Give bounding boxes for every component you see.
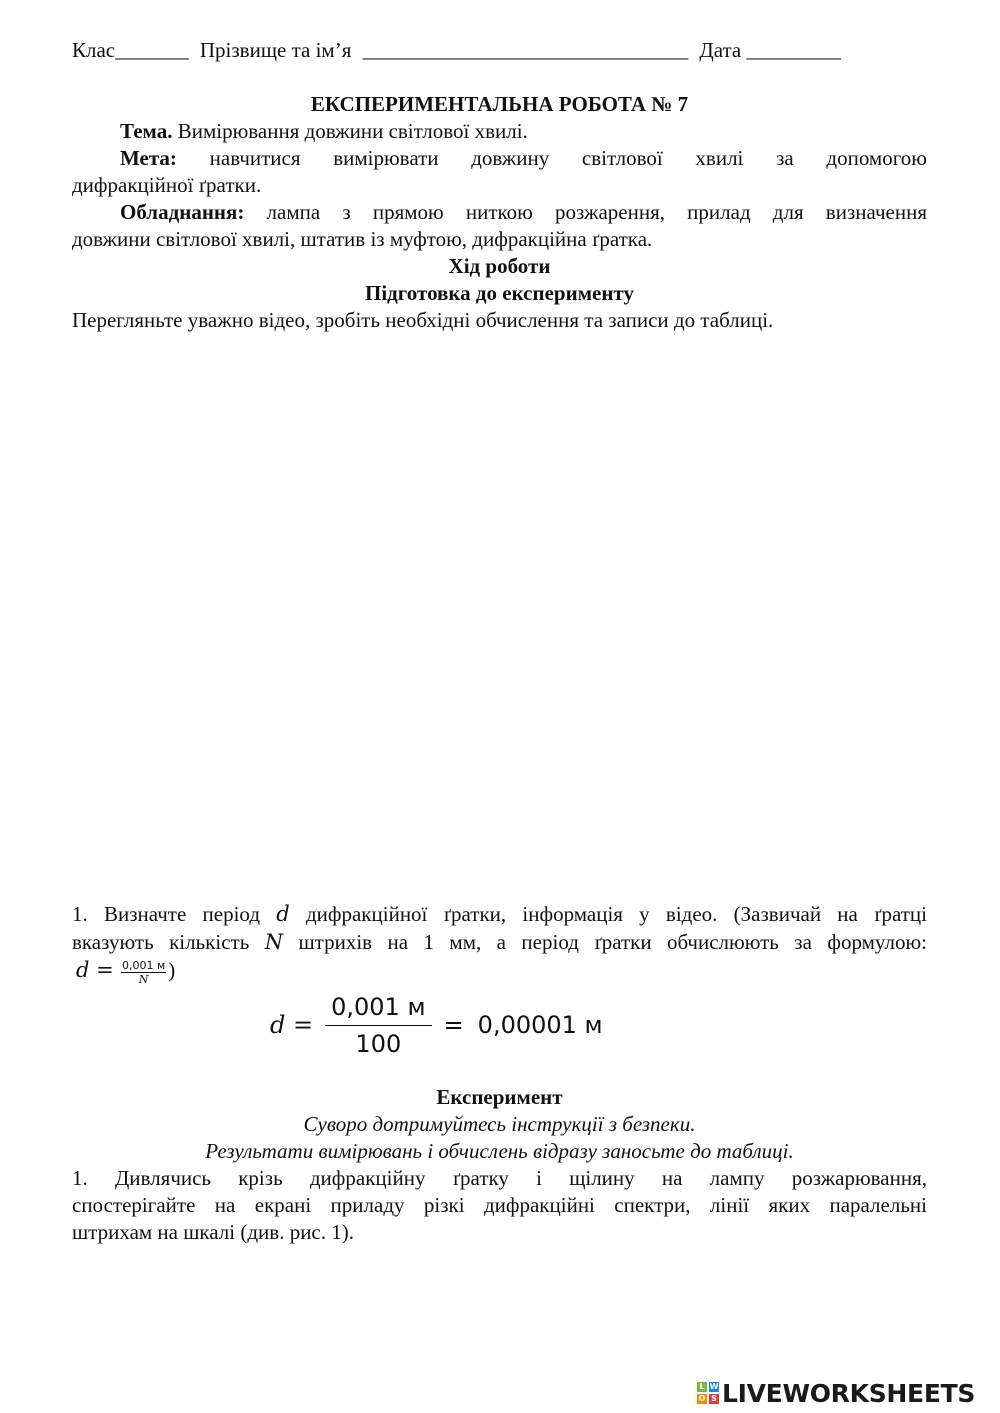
step1-line-2 (72, 929, 927, 956)
var-d: d (276, 902, 290, 926)
topic-text: Вимірювання довжини світлової хвилі. (172, 119, 528, 143)
topic-line (72, 118, 927, 145)
name-label: Прізвище та ім’я (199, 38, 352, 62)
exp-step1-line-2: спостерігайте на екрані приладу різкі дифракційні спектри, лінії яких паралельні (72, 1193, 927, 1217)
exp-step1-line-3: штрихам на шкалі (див. рис. 1). (72, 1220, 354, 1244)
logo-mark-o: O (698, 1394, 706, 1403)
logo-text: LIVEWORKSHEETS (722, 1378, 976, 1408)
step1-text-d: штрихів на 1 мм, а період ґратки обчислюють за формулою: (283, 930, 927, 954)
equipment-text-1: лампа з прямою ниткою розжарення, прилад для визначення (244, 200, 927, 224)
equipment-label: Обладнання: (120, 200, 245, 224)
goal-text-1: навчитися вимірювати довжину світлової хвилі за допомогою (176, 146, 927, 170)
calc-equals: = (443, 1011, 464, 1039)
equipment-line-2: довжини світлової хвилі, штатив із муфтою, дифракційна ґратка. (72, 227, 653, 251)
formula-close-paren: ) (168, 958, 176, 982)
formula-denominator: N (138, 972, 149, 986)
calc-result: 0,00001 м (477, 1011, 603, 1039)
date-field[interactable]: Дата _________ (699, 38, 841, 62)
logo-mark-s: S (709, 1394, 719, 1404)
period-calculation (270, 993, 603, 1063)
results-note: Результати вимірювань і обчислень відразу заносьте до таблиці. (205, 1139, 794, 1163)
calc-lhs: d = (270, 1011, 314, 1039)
equipment-line-1 (72, 199, 927, 226)
formula-fraction (121, 959, 166, 986)
step1-text-a: 1. Визначте період (72, 902, 277, 926)
logo-mark-l: L (697, 1382, 707, 1392)
logo-mark-w: W (709, 1382, 719, 1391)
exp-step1-line-1: 1. Дивлячись крізь дифракційну ґратку і щілину на лампу розжарювання, (72, 1166, 927, 1190)
preparation-text: Перегляньте уважно відео, зробіть необхідні обчислення та записи до таблиці. (72, 308, 774, 332)
calc-fraction (325, 993, 431, 1058)
goal-line-2: дифракційної ґратки. (72, 173, 262, 197)
formula-numerator: 0,001 м (121, 958, 166, 972)
procedure-heading: Хід роботи (448, 254, 551, 278)
name-field[interactable]: _______________________________ (362, 38, 689, 62)
formula-lhs: d = (76, 958, 114, 982)
video-embed-area[interactable] (72, 345, 927, 885)
step1-text-b: дифракційної ґратки, інформація у відео. (Зазвичай на ґратці (289, 902, 928, 926)
goal-line-1 (72, 145, 927, 172)
logo-mark-icon (697, 1382, 719, 1404)
topic-label: Тема. (120, 119, 173, 143)
goal-label: Мета: (120, 146, 177, 170)
experiment-heading: Експеримент (436, 1085, 563, 1109)
class-field[interactable]: Клас_______ (72, 38, 189, 62)
liveworksheets-logo (697, 1378, 975, 1408)
var-n: N (264, 930, 284, 954)
student-info-header (72, 37, 927, 64)
safety-note: Суворо дотримуйтесь інструкції з безпеки. (303, 1112, 696, 1136)
calc-denominator: 100 (355, 1030, 402, 1058)
step1-text-c: вказують кількість (72, 930, 265, 954)
step1-formula-line (72, 957, 927, 986)
preparation-heading: Підготовка до експерименту (365, 281, 634, 305)
calc-numerator: 0,001 м (325, 993, 431, 1026)
step1-line-1 (72, 901, 927, 928)
page-title: ЕКСПЕРИМЕНТАЛЬНА РОБОТА № 7 (310, 92, 689, 116)
